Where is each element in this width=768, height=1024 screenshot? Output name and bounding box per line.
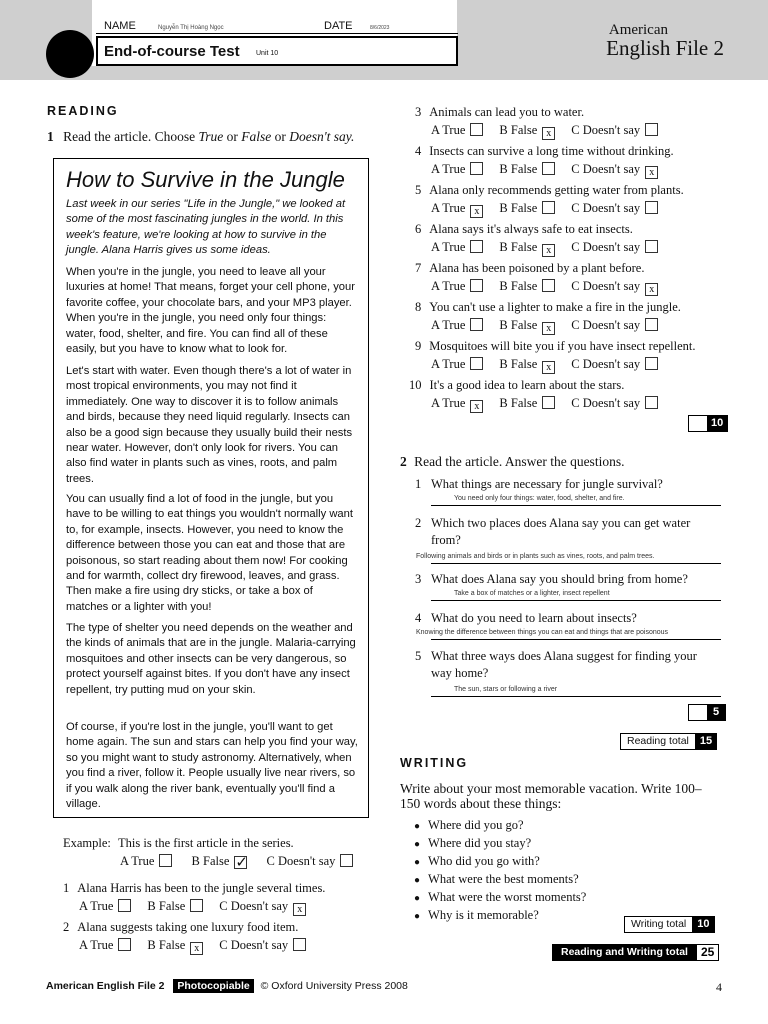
bullet-dot-icon: ● bbox=[414, 875, 421, 886]
article-paragraph-2: Let's start with water. Even though there's a lot of water in most tropical environments, you may not find it immediately. One way to discover it is to follow animals and birds, because they need liquid regularly. Insects can also be a good sign because they usually build their nests near water. However, don't only look for rivers. You can also find water in plants such as vines, roots, and palm trees. bbox=[66, 365, 353, 485]
option-b: B False bbox=[499, 123, 538, 137]
bullet-dot-icon: ● bbox=[414, 821, 421, 832]
tf-text: It's a good idea to learn about the stars. bbox=[429, 378, 625, 392]
footer-photocopiable: Photocopiable bbox=[173, 979, 253, 993]
open-question bbox=[415, 610, 715, 627]
tf-question bbox=[415, 300, 681, 315]
open-line2: from? bbox=[431, 533, 461, 547]
score-box-1-value: 10 bbox=[707, 416, 727, 431]
writing-bullet bbox=[414, 908, 539, 923]
checkbox-true[interactable] bbox=[470, 162, 483, 175]
option-a: A True bbox=[431, 240, 466, 254]
example-option-c: C Doesn't say bbox=[266, 854, 336, 868]
example-options bbox=[120, 854, 353, 869]
checkbox-doesnt-say[interactable]: x bbox=[645, 283, 658, 296]
open-line1: What three ways does Alana suggest for finding your bbox=[431, 649, 697, 663]
option-b: B False bbox=[499, 396, 538, 410]
open-question bbox=[415, 476, 715, 493]
article-paragraph-3: You can usually find a lot of food in the jungle, but you have to be willing to eat things you wouldn't normally want to, for example, insects. However, you need to know the difference between those you can eat and those that are poisonous, so start reading about them now! For cooking and for warmth, collect dry firewood, leaves, and grass. Then make a fire using dry sticks, or take a box of matches or a lighter with you! bbox=[66, 493, 353, 613]
score-box-1 bbox=[688, 415, 728, 432]
tf-options bbox=[431, 201, 658, 218]
name-value[interactable]: Nguyễn Thị Hoàng Ngọc bbox=[158, 25, 224, 31]
tf-question bbox=[415, 339, 696, 354]
reading-total-value: 15 bbox=[696, 734, 716, 749]
option-c: C Doesn't say bbox=[571, 279, 641, 293]
checkbox-doesnt-say[interactable] bbox=[645, 201, 658, 214]
option-c: C Doesn't say bbox=[219, 899, 289, 913]
checkbox-doesnt-say[interactable] bbox=[645, 318, 658, 331]
option-b: B False bbox=[499, 279, 538, 293]
q2-instruction bbox=[400, 454, 624, 470]
checkbox-false[interactable]: x bbox=[542, 127, 555, 140]
tf-text: Alana only recommends getting water from plants. bbox=[429, 183, 684, 197]
checkbox-doesnt-say[interactable]: x bbox=[293, 903, 306, 916]
checkbox-doesnt-say[interactable] bbox=[645, 123, 658, 136]
test-title: End-of-course Test bbox=[104, 43, 240, 60]
open-line1: What do you need to learn about insects? bbox=[431, 611, 637, 625]
rw-total-box bbox=[552, 944, 719, 961]
checkbox-true[interactable] bbox=[470, 279, 483, 292]
tf-text: Animals can lead you to water. bbox=[429, 105, 585, 119]
open-question bbox=[415, 515, 715, 547]
tf-number: 10 bbox=[409, 378, 422, 392]
writing-heading: WRITING bbox=[400, 756, 469, 770]
article-paragraph-5: Of course, if you're lost in the jungle, you'll want to get home again. The sun and stars can help you find your way, so you might want to study astronomy. Alternatively, when you find a river, follow it. People usually live near rivers, so if you walk along the river bank, eventually you'll find a village. bbox=[66, 721, 358, 811]
answer-line bbox=[431, 505, 721, 506]
checkbox-false[interactable]: x bbox=[190, 942, 203, 955]
tf-question bbox=[415, 183, 684, 198]
unit-label: Unit 10 bbox=[256, 50, 279, 57]
score-box-1-blank[interactable] bbox=[689, 416, 707, 431]
open-number: 1 bbox=[415, 477, 422, 491]
option-c: C Doesn't say bbox=[571, 318, 641, 332]
option-c: C Doesn't say bbox=[571, 240, 641, 254]
option-c: C Doesn't say bbox=[571, 357, 641, 371]
checkbox-false[interactable] bbox=[190, 899, 203, 912]
open-number: 5 bbox=[415, 649, 422, 663]
reading-total-box bbox=[620, 733, 717, 750]
tf-text: Mosquitoes will bite you if you have insect repellent. bbox=[429, 339, 696, 353]
q1-text-a: Read the article. Choose bbox=[63, 129, 199, 144]
checkbox-true[interactable] bbox=[470, 357, 483, 370]
tf-number: 2 bbox=[63, 920, 70, 934]
rw-total-label: Reading and Writing total bbox=[553, 945, 696, 960]
checkbox-false[interactable]: x bbox=[542, 322, 555, 335]
open-number: 3 bbox=[415, 572, 422, 586]
checkbox-true[interactable] bbox=[118, 938, 131, 951]
option-b: B False bbox=[147, 938, 186, 952]
bullet-dot-icon: ● bbox=[414, 839, 421, 850]
q1-true: True bbox=[198, 129, 224, 144]
tf-options bbox=[431, 279, 658, 296]
example-checkbox-a[interactable] bbox=[159, 854, 172, 867]
checkbox-false[interactable] bbox=[542, 162, 555, 175]
option-b: B False bbox=[499, 357, 538, 371]
example-checkbox-c[interactable] bbox=[340, 854, 353, 867]
bullet-dot-icon: ● bbox=[414, 911, 421, 922]
bullet-dot-icon: ● bbox=[414, 857, 421, 868]
answer-line bbox=[431, 563, 721, 564]
option-c: C Doesn't say bbox=[571, 396, 641, 410]
score-box-2-blank[interactable] bbox=[689, 705, 707, 720]
q2-text: Read the article. Answer the questions. bbox=[414, 454, 625, 469]
bullet-text: Where did you go? bbox=[428, 818, 524, 832]
score-box-2 bbox=[688, 704, 726, 721]
option-c: C Doesn't say bbox=[571, 201, 641, 215]
tf-number: 7 bbox=[415, 261, 422, 275]
option-a: A True bbox=[431, 357, 466, 371]
writing-bullet bbox=[414, 872, 579, 887]
writing-total-box bbox=[624, 916, 715, 933]
bullet-text: Where did you stay? bbox=[428, 836, 532, 850]
tf-number: 5 bbox=[415, 183, 422, 197]
q1-false: False bbox=[241, 129, 272, 144]
q1-dns: Doesn't say. bbox=[289, 129, 355, 144]
q1-instruction bbox=[47, 129, 354, 145]
footer bbox=[46, 980, 408, 992]
option-c: C Doesn't say bbox=[571, 123, 641, 137]
tf-text: Alana Harris has been to the jungle several times. bbox=[77, 881, 326, 895]
checkbox-true[interactable] bbox=[470, 318, 483, 331]
tf-question bbox=[415, 105, 584, 120]
writing-instruction: Write about your most memorable vacation. Write 100–150 words about these things: bbox=[400, 781, 702, 811]
open-line1: What does Alana say you should bring from home? bbox=[431, 572, 688, 586]
article-intro: Last week in our series "Life in the Jungle," we looked at some of the most fascinating jungles in the world. In this week's feature, we're looking at how to survive in the jungle. Alana Harris gives us some ideas. bbox=[66, 198, 346, 257]
tf-question bbox=[63, 920, 298, 935]
open-number: 4 bbox=[415, 611, 422, 625]
tf-question bbox=[415, 222, 633, 237]
checkbox-true[interactable] bbox=[470, 240, 483, 253]
checkbox-doesnt-say[interactable] bbox=[645, 357, 658, 370]
open-number: 2 bbox=[415, 516, 422, 530]
open-answer[interactable]: You need only four things: water, food, shelter, and fire. bbox=[454, 495, 625, 502]
checkbox-doesnt-say[interactable] bbox=[645, 240, 658, 253]
checkbox-doesnt-say[interactable] bbox=[645, 396, 658, 409]
tf-options bbox=[79, 899, 306, 916]
article-paragraph-4: The type of shelter you need depends on the weather and the kinds of animals that are in the jungle. Malaria-carrying mosquitoes and other insects can be very dangerous, so protect yourself against bites. If you don't have any insect repellent, try putting mud on your skin. bbox=[66, 622, 356, 696]
option-a: A True bbox=[431, 396, 466, 410]
open-answer[interactable]: Take a box of matches or a lighter, insect repellent bbox=[454, 590, 610, 597]
reading-total-label: Reading total bbox=[621, 734, 696, 749]
example-question bbox=[63, 836, 294, 851]
bullet-text: Who did you go with? bbox=[428, 854, 540, 868]
header-circle bbox=[46, 30, 94, 78]
option-b: B False bbox=[499, 162, 538, 176]
name-underline bbox=[96, 33, 458, 34]
checkbox-false[interactable]: x bbox=[542, 361, 555, 374]
tf-question bbox=[415, 261, 644, 276]
tf-number: 6 bbox=[415, 222, 422, 236]
answer-line bbox=[431, 639, 721, 640]
tf-options bbox=[431, 162, 658, 179]
bullet-text: What were the best moments? bbox=[428, 872, 579, 886]
tf-text: Alana has been poisoned by a plant before. bbox=[429, 261, 645, 275]
open-answer[interactable]: The sun, stars or following a river bbox=[454, 686, 558, 693]
writing-bullet bbox=[414, 890, 586, 905]
option-c: C Doesn't say bbox=[219, 938, 289, 952]
option-b: B False bbox=[499, 201, 538, 215]
writing-total-label: Writing total bbox=[625, 917, 693, 932]
tf-number: 3 bbox=[415, 105, 422, 119]
tf-options bbox=[431, 240, 658, 257]
article-paragraph-1: When you're in the jungle, you need to leave all your luxuries at home! That means, forget your cell phone, your favorite coffee, your chocolate bars, and your MP3 player. When you're in the jungle, you need only four things: water, food, shelter, and fire. You can find all of these easily, but you have to know what to look for. bbox=[66, 266, 355, 356]
name-label: NAME bbox=[104, 20, 136, 32]
q1-or2: or bbox=[271, 129, 290, 144]
checkbox-doesnt-say[interactable] bbox=[293, 938, 306, 951]
tf-options bbox=[79, 938, 306, 955]
writing-bullet bbox=[414, 818, 524, 833]
checkbox-true[interactable]: x bbox=[470, 205, 483, 218]
option-a: A True bbox=[431, 123, 466, 137]
example-option-b: B False bbox=[191, 854, 230, 868]
option-a: A True bbox=[431, 318, 466, 332]
q2-number: 2 bbox=[400, 454, 407, 469]
option-b: B False bbox=[147, 899, 186, 913]
option-c: C Doesn't say bbox=[571, 162, 641, 176]
example-option-a: A True bbox=[120, 854, 155, 868]
reading-heading: READING bbox=[47, 104, 119, 118]
writing-total-value: 10 bbox=[693, 917, 713, 932]
option-a: A True bbox=[431, 201, 466, 215]
tf-text: You can't use a lighter to make a fire in the jungle. bbox=[429, 300, 681, 314]
checkbox-doesnt-say[interactable]: x bbox=[645, 166, 658, 179]
option-b: B False bbox=[499, 240, 538, 254]
open-answer[interactable]: Following animals and birds or in plants such as vines, roots, and palm trees. bbox=[416, 553, 655, 560]
tf-options bbox=[431, 357, 658, 374]
open-line1: Which two places does Alana say you can get water bbox=[431, 516, 691, 530]
article-title: How to Survive in the Jungle bbox=[66, 167, 345, 192]
brand-line2: English File 2 bbox=[606, 36, 724, 60]
option-a: A True bbox=[79, 938, 114, 952]
checkbox-true[interactable] bbox=[118, 899, 131, 912]
open-question bbox=[415, 571, 715, 588]
option-a: A True bbox=[79, 899, 114, 913]
tf-question bbox=[415, 144, 674, 159]
tf-number: 4 bbox=[415, 144, 422, 158]
tf-text: Alana suggests taking one luxury food item. bbox=[77, 920, 299, 934]
example-checkbox-b[interactable]: ✓ bbox=[235, 855, 248, 871]
tf-options bbox=[431, 318, 658, 335]
tf-number: 8 bbox=[415, 300, 422, 314]
tf-options bbox=[431, 396, 658, 413]
date-value[interactable]: 8/6/2023 bbox=[370, 25, 390, 31]
open-answer[interactable]: Knowing the difference between things you can eat and things that are poisonous bbox=[416, 629, 669, 636]
checkbox-false[interactable] bbox=[542, 396, 555, 409]
q1-number: 1 bbox=[47, 129, 54, 144]
score-box-2-value: 5 bbox=[707, 705, 725, 720]
bullet-text: Why is it memorable? bbox=[428, 908, 539, 922]
page-number: 4 bbox=[716, 980, 722, 994]
bullet-dot-icon: ● bbox=[414, 893, 421, 904]
tf-options bbox=[431, 123, 658, 140]
bullet-text: What were the worst moments? bbox=[428, 890, 587, 904]
open-question bbox=[415, 648, 715, 680]
answer-line bbox=[431, 600, 721, 601]
q1-or: or bbox=[223, 129, 242, 144]
brand-line1: American bbox=[608, 22, 668, 38]
example-label: Example: bbox=[63, 836, 111, 850]
option-a: A True bbox=[431, 162, 466, 176]
footer-copyright: © Oxford University Press 2008 bbox=[260, 980, 408, 992]
checkbox-false[interactable] bbox=[542, 201, 555, 214]
open-line2: way home? bbox=[431, 666, 489, 680]
writing-bullet bbox=[414, 854, 540, 869]
open-line1: What things are necessary for jungle survival? bbox=[431, 477, 663, 491]
example-text: This is the first article in the series. bbox=[118, 836, 294, 850]
tf-question bbox=[409, 378, 624, 393]
checkbox-false[interactable]: x bbox=[542, 244, 555, 257]
option-a: A True bbox=[431, 279, 466, 293]
tf-text: Alana says it's always safe to eat insects. bbox=[429, 222, 633, 236]
writing-bullet bbox=[414, 836, 531, 851]
date-label: DATE bbox=[324, 20, 353, 32]
tf-number: 9 bbox=[415, 339, 422, 353]
option-b: B False bbox=[499, 318, 538, 332]
checkbox-false[interactable] bbox=[542, 279, 555, 292]
checkbox-true[interactable]: x bbox=[470, 400, 483, 413]
footer-book: American English File 2 bbox=[46, 980, 165, 992]
rw-total-value: 25 bbox=[696, 945, 718, 960]
checkbox-true[interactable] bbox=[470, 123, 483, 136]
answer-line bbox=[431, 696, 721, 697]
tf-number: 1 bbox=[63, 881, 70, 895]
tf-question bbox=[63, 881, 325, 896]
tf-text: Insects can survive a long time without drinking. bbox=[429, 144, 674, 158]
